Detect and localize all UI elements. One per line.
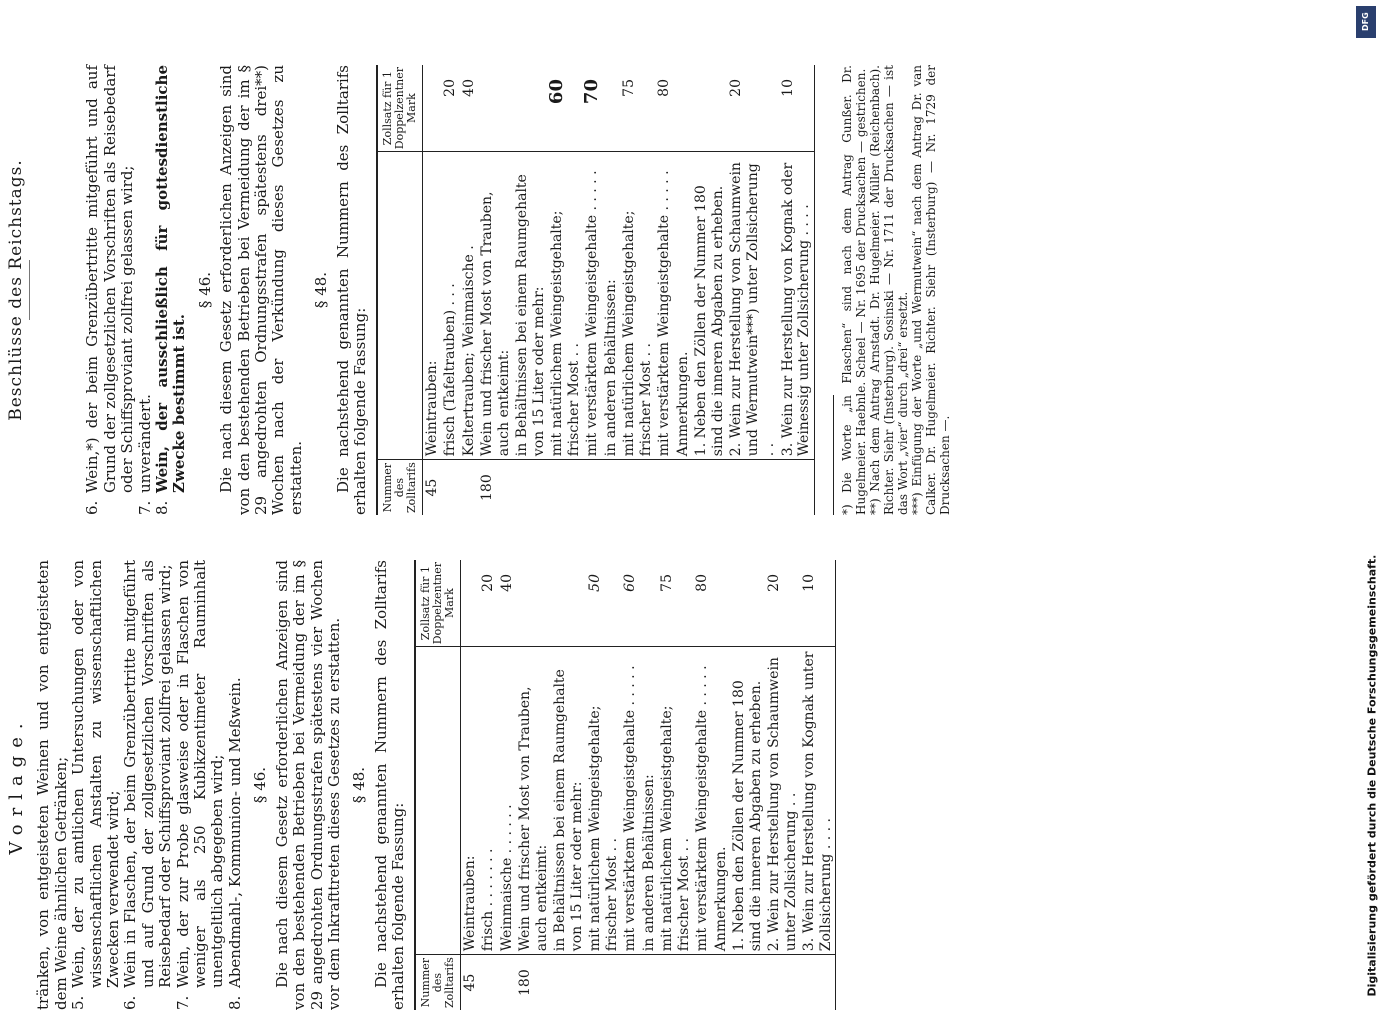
column-vorlage <box>2 560 1230 1010</box>
item-number: 6. <box>121 995 140 1010</box>
tariff-number <box>513 460 548 515</box>
tariff-description: Wein und frischer Most von Trauben, auch entkeimt: <box>517 686 550 952</box>
tariff-rate: 20 <box>727 65 779 152</box>
numbered-item <box>70 560 122 1010</box>
numbered-item <box>122 560 174 1010</box>
tariff-rate <box>516 560 551 647</box>
tariff-rate: 80 <box>655 65 674 152</box>
tariff-description: Weintrauben: <box>423 360 440 457</box>
tariff-number <box>621 955 640 1010</box>
tariff-description: mit verstärktem Weingeistgehalte . . . . . <box>584 170 600 457</box>
tariff-number <box>479 955 498 1010</box>
tariff-description: 3. Wein zur Herstellung von Kognak unter Zollsicherung . . . . <box>800 647 836 955</box>
tariff-number <box>498 955 517 1010</box>
tariff-description: 3. Wein zur Herstellung von Kognak oder Weinessig unter Zollsicherung . . . . <box>779 152 815 460</box>
tariff-number <box>441 460 460 515</box>
tariff-rate <box>730 560 765 647</box>
tariff-rate: 40 <box>498 560 517 647</box>
table-row <box>800 560 836 1010</box>
tariff-number <box>620 460 655 515</box>
table-row <box>730 560 765 1010</box>
tariff-description: frisch (Tafeltrauben) . . . <box>442 283 458 457</box>
column-title-vorlage: Vorlage. <box>6 715 27 855</box>
tariff-number <box>692 460 727 515</box>
tariff-description: Keltertrauben; Weinmaische . <box>460 245 477 457</box>
numbered-item <box>227 560 244 1010</box>
footnote: **) Nach dem Antrag Arnstadt. Dr. Hugelmeier. Müller (Reichenbach). Richter. Siehr (Insterburg). Sosinski — Nr. 1711 der Drucksachen — ist das Wort „vier“ durch „drei“ ersetzt. <box>867 65 910 515</box>
tariff-number <box>548 460 583 515</box>
table-row <box>602 65 621 515</box>
table-row <box>658 560 693 1010</box>
table-row <box>516 560 551 1010</box>
th-rate: Zollsatz für 1 Doppelzentner Mark <box>415 560 461 647</box>
table-row <box>422 65 441 515</box>
section-48-heading: § 48. <box>350 766 369 804</box>
section-48-heading: § 48. <box>312 271 331 309</box>
digitization-credit <box>1352 0 1382 1000</box>
tariff-description: mit verstärktem Weingeistgehalte . . . . . <box>694 665 711 952</box>
th-number: Nummer des Zolltarifs <box>377 460 423 515</box>
tariff-table-right <box>376 65 815 515</box>
tariff-rate: 70 <box>583 65 602 152</box>
th-number: Nummer des Zolltarifs <box>415 955 461 1010</box>
table-row <box>693 560 712 1010</box>
tariff-number <box>779 460 815 515</box>
section-46-text: Die nach diesem Gesetz erforderlichen Anzeigen sind von den bestehenden Betrieben bei Vermeidung der im § 29 angedrohten Ordnungsstrafen spätestens drei**) Wochen nach der Verkündung dieses Gesetzes zu erstatten. <box>217 65 305 515</box>
tariff-rate: 75 <box>620 65 655 152</box>
tariff-rows-right <box>422 65 814 515</box>
dfg-logo: DFG <box>1356 6 1376 38</box>
credit-text: Digitalisierung gefördert durch die Deutsche Forschungsgemeinschaft. <box>1365 554 1379 997</box>
table-row <box>479 560 498 1010</box>
intro-continuation: tränken, von entgeisteten Weinen und von entgeisteten dem Weine ähnlichen Getränken; <box>34 560 70 1010</box>
section-48-text: Die nachstehend genannten Nummern des Zolltarifs erhalten folgende Fassung: <box>371 560 408 1010</box>
tariff-description: in anderen Behältnissen: <box>640 774 657 952</box>
tariff-number <box>658 955 693 1010</box>
tariff-number: 180 <box>516 955 551 1010</box>
table-row <box>621 560 640 1010</box>
tariff-rate <box>422 65 441 152</box>
numbered-item <box>175 560 227 1010</box>
table-row <box>513 65 548 515</box>
tariff-number <box>800 955 836 1010</box>
tariff-number <box>655 460 674 515</box>
table-row <box>460 65 479 515</box>
item-number: 6. <box>83 500 102 515</box>
table-row <box>620 65 655 515</box>
tariff-number <box>583 460 602 515</box>
tariff-description: 1. Neben den Zöllen der Nummer 180 sind die inneren Abgaben zu erheben. <box>693 185 726 457</box>
tariff-rate: 20 <box>441 65 460 152</box>
item-number: 5. <box>69 995 88 1010</box>
tariff-rate: 40 <box>460 65 479 152</box>
tariff-rate: 20 <box>765 560 800 647</box>
table-row <box>712 560 731 1010</box>
tariff-description: mit natürlichem Weingeistgehalte; frischer Most . . <box>549 210 582 457</box>
tariff-rate <box>551 560 586 647</box>
table-row <box>498 560 517 1010</box>
table-row <box>586 560 621 1010</box>
footnotes <box>840 65 952 515</box>
table-row <box>548 65 583 515</box>
tariff-description: mit natürlichem Weingeistgehalte; frischer Most . . <box>621 210 654 457</box>
item-number: 7. <box>173 995 192 1010</box>
section-46-text: Die nach diesem Gesetz erforderlichen Anzeigen sind von den bestehenden Betrieben bei Vermeidung der im § 29 angedrohten Ordnungsstrafen spätestens vier Wochen vor dem Inkrafttreten dieses Gesetzes zu erstatten. <box>272 560 343 1010</box>
numbered-item <box>154 65 189 515</box>
section-46-heading: § 46. <box>195 271 214 309</box>
tariff-description: Anmerkungen. <box>712 846 729 952</box>
th-rate: Zollsatz für 1 Doppelzentner Mark <box>377 65 423 152</box>
item-text: unverändert. <box>135 394 154 493</box>
tariff-rate <box>602 65 621 152</box>
tariff-description: mit natürlichem Weingeistgehalte; frischer Most . . <box>659 705 692 952</box>
tariff-rate <box>674 65 693 152</box>
column-beschluesse <box>2 65 1230 515</box>
tariff-number <box>693 955 712 1010</box>
item-number: 8. <box>225 995 244 1010</box>
tariff-table-left <box>414 560 837 1010</box>
item-number: 7. <box>135 500 154 515</box>
table-row <box>583 65 602 515</box>
tariff-rate <box>513 65 548 152</box>
tariff-description: frisch . . . . . . . <box>480 848 497 952</box>
tariff-description: 2. Wein zur Herstellung von Schaumwein und Wermutwein***) unter Zollsicherung . . <box>728 162 777 457</box>
tariff-rate: 10 <box>779 65 815 152</box>
table-row <box>779 65 815 515</box>
tariff-description: Wein und frischer Most von Trauben, auch entkeimt: <box>479 191 512 457</box>
tariff-number: 45 <box>422 460 441 515</box>
right-item-list <box>84 65 188 515</box>
tariff-rate: 60 <box>548 65 583 152</box>
table-row <box>551 560 586 1010</box>
tariff-description: mit natürlichem Weingeistgehalte; frischer Most . . <box>587 705 620 952</box>
tariff-number <box>727 460 779 515</box>
tariff-rate: 50 <box>586 560 621 647</box>
section-48-text: Die nachstehend genannten Nummern des Zolltarifs erhalten folgende Fassung: <box>333 65 370 515</box>
table-row <box>674 65 693 515</box>
tariff-rows-left <box>460 560 836 1010</box>
th-description <box>377 152 423 460</box>
tariff-number <box>602 460 621 515</box>
section-46-heading: § 46. <box>251 766 270 804</box>
tariff-rate: 75 <box>658 560 693 647</box>
item-text: Wein, der ausschließlich für gottesdienstliche Zwecke bestimmt ist. <box>153 65 189 493</box>
footnote: *) Die Worte „in Flaschen“ sind nach dem Antrag Gunßer. Dr. Hugelmeier. Haebnle. Scheel — Nr. 1695 der Drucksachen — gestrichen. <box>839 65 868 515</box>
tariff-number <box>730 955 765 1010</box>
tariff-rate <box>692 65 727 152</box>
left-item-list <box>70 560 244 1010</box>
tariff-description: in Behältnissen bei einem Raumgehalte von 15 Liter oder mehr: <box>514 174 547 457</box>
item-number: 8. <box>153 500 172 515</box>
tariff-rate: 60 <box>621 560 640 647</box>
footnote: ***) Einfügung der Worte „und Wermutwein“ nach dem Antrag Dr. van Calker. Dr. Hugelmeier. Richter. Siehr (Insterburg) — Nr. 1729 der Drucksachen —. <box>909 65 952 515</box>
tariff-description: 2. Wein zur Herstellung von Schaumwein unter Zollsicherung . . <box>766 657 799 952</box>
table-row <box>727 65 779 515</box>
tariff-number: 45 <box>460 955 479 1010</box>
tariff-number <box>586 955 621 1010</box>
tariff-description: Weinmaische . . . . . . <box>498 804 515 952</box>
tariff-rate: 20 <box>479 560 498 647</box>
tariff-rate: 10 <box>800 560 836 647</box>
tariff-rate: 80 <box>693 560 712 647</box>
item-text: Wein,*) der beim Grenzübertritte mitgeführt und auf Grund der zollgesetzlichen Vorschriften als Reisebedarf oder Schiffsproviant zollfrei gelassen wird; <box>83 65 137 493</box>
footnote-rule <box>833 395 834 515</box>
table-row <box>640 560 659 1010</box>
tariff-number <box>460 460 479 515</box>
item-text: Abendmahl-, Kommunion- und Meßwein. <box>225 677 244 988</box>
tariff-description: Weintrauben: <box>461 855 478 952</box>
tariff-number <box>765 955 800 1010</box>
th-description <box>415 647 461 955</box>
tariff-description: Anmerkungen. <box>674 351 691 457</box>
table-row <box>478 65 513 515</box>
tariff-description: 1. Neben den Zöllen der Nummer 180 sind die inneren Abgaben zu erheben. <box>731 680 764 952</box>
table-row <box>692 65 727 515</box>
tariff-description: in Behältnissen bei einem Raumgehalte von 15 Liter oder mehr: <box>552 669 585 952</box>
table-row <box>765 560 800 1010</box>
tariff-rate <box>640 560 659 647</box>
tariff-number <box>640 955 659 1010</box>
title-rule <box>29 260 30 320</box>
tariff-number <box>712 955 731 1010</box>
rotated-document-sheet <box>0 50 1230 1010</box>
tariff-description: mit verstärktem Weingeistgehalte . . . . . <box>622 665 639 952</box>
tariff-number: 180 <box>478 460 513 515</box>
tariff-rate <box>712 560 731 647</box>
item-text: Wein, der zu amtlichen Untersuchungen oder von wissenschaftlichen Anstalten zu wissenschaftlichen Zwecken verwendet wird; <box>69 560 123 988</box>
tariff-rate <box>478 65 513 152</box>
numbered-item <box>137 65 154 515</box>
column-title-beschluesse: Beschlüsse des Reichstags. <box>6 159 26 421</box>
tariff-rate <box>460 560 479 647</box>
table-row <box>441 65 460 515</box>
tariff-description: mit verstärktem Weingeistgehalte . . . . . <box>656 170 672 457</box>
tariff-number <box>674 460 693 515</box>
tariff-description: in anderen Behältnissen: <box>602 279 619 457</box>
table-row <box>460 560 479 1010</box>
table-row <box>655 65 674 515</box>
tariff-number <box>551 955 586 1010</box>
item-text: Wein in Flaschen, der beim Grenzübertritte mitgeführt und auf Grund der zollgesetzlichen Vorschriften als Reisebedarf oder Schiffsproviant zollfrei gelassen wird; <box>121 560 175 988</box>
numbered-item <box>84 65 136 515</box>
item-text: Wein, der zur Probe glasweise oder in Flaschen von weniger als 250 Kubikzentimeter Rauminhalt unentgeltlich abgegeben wird; <box>173 560 227 988</box>
